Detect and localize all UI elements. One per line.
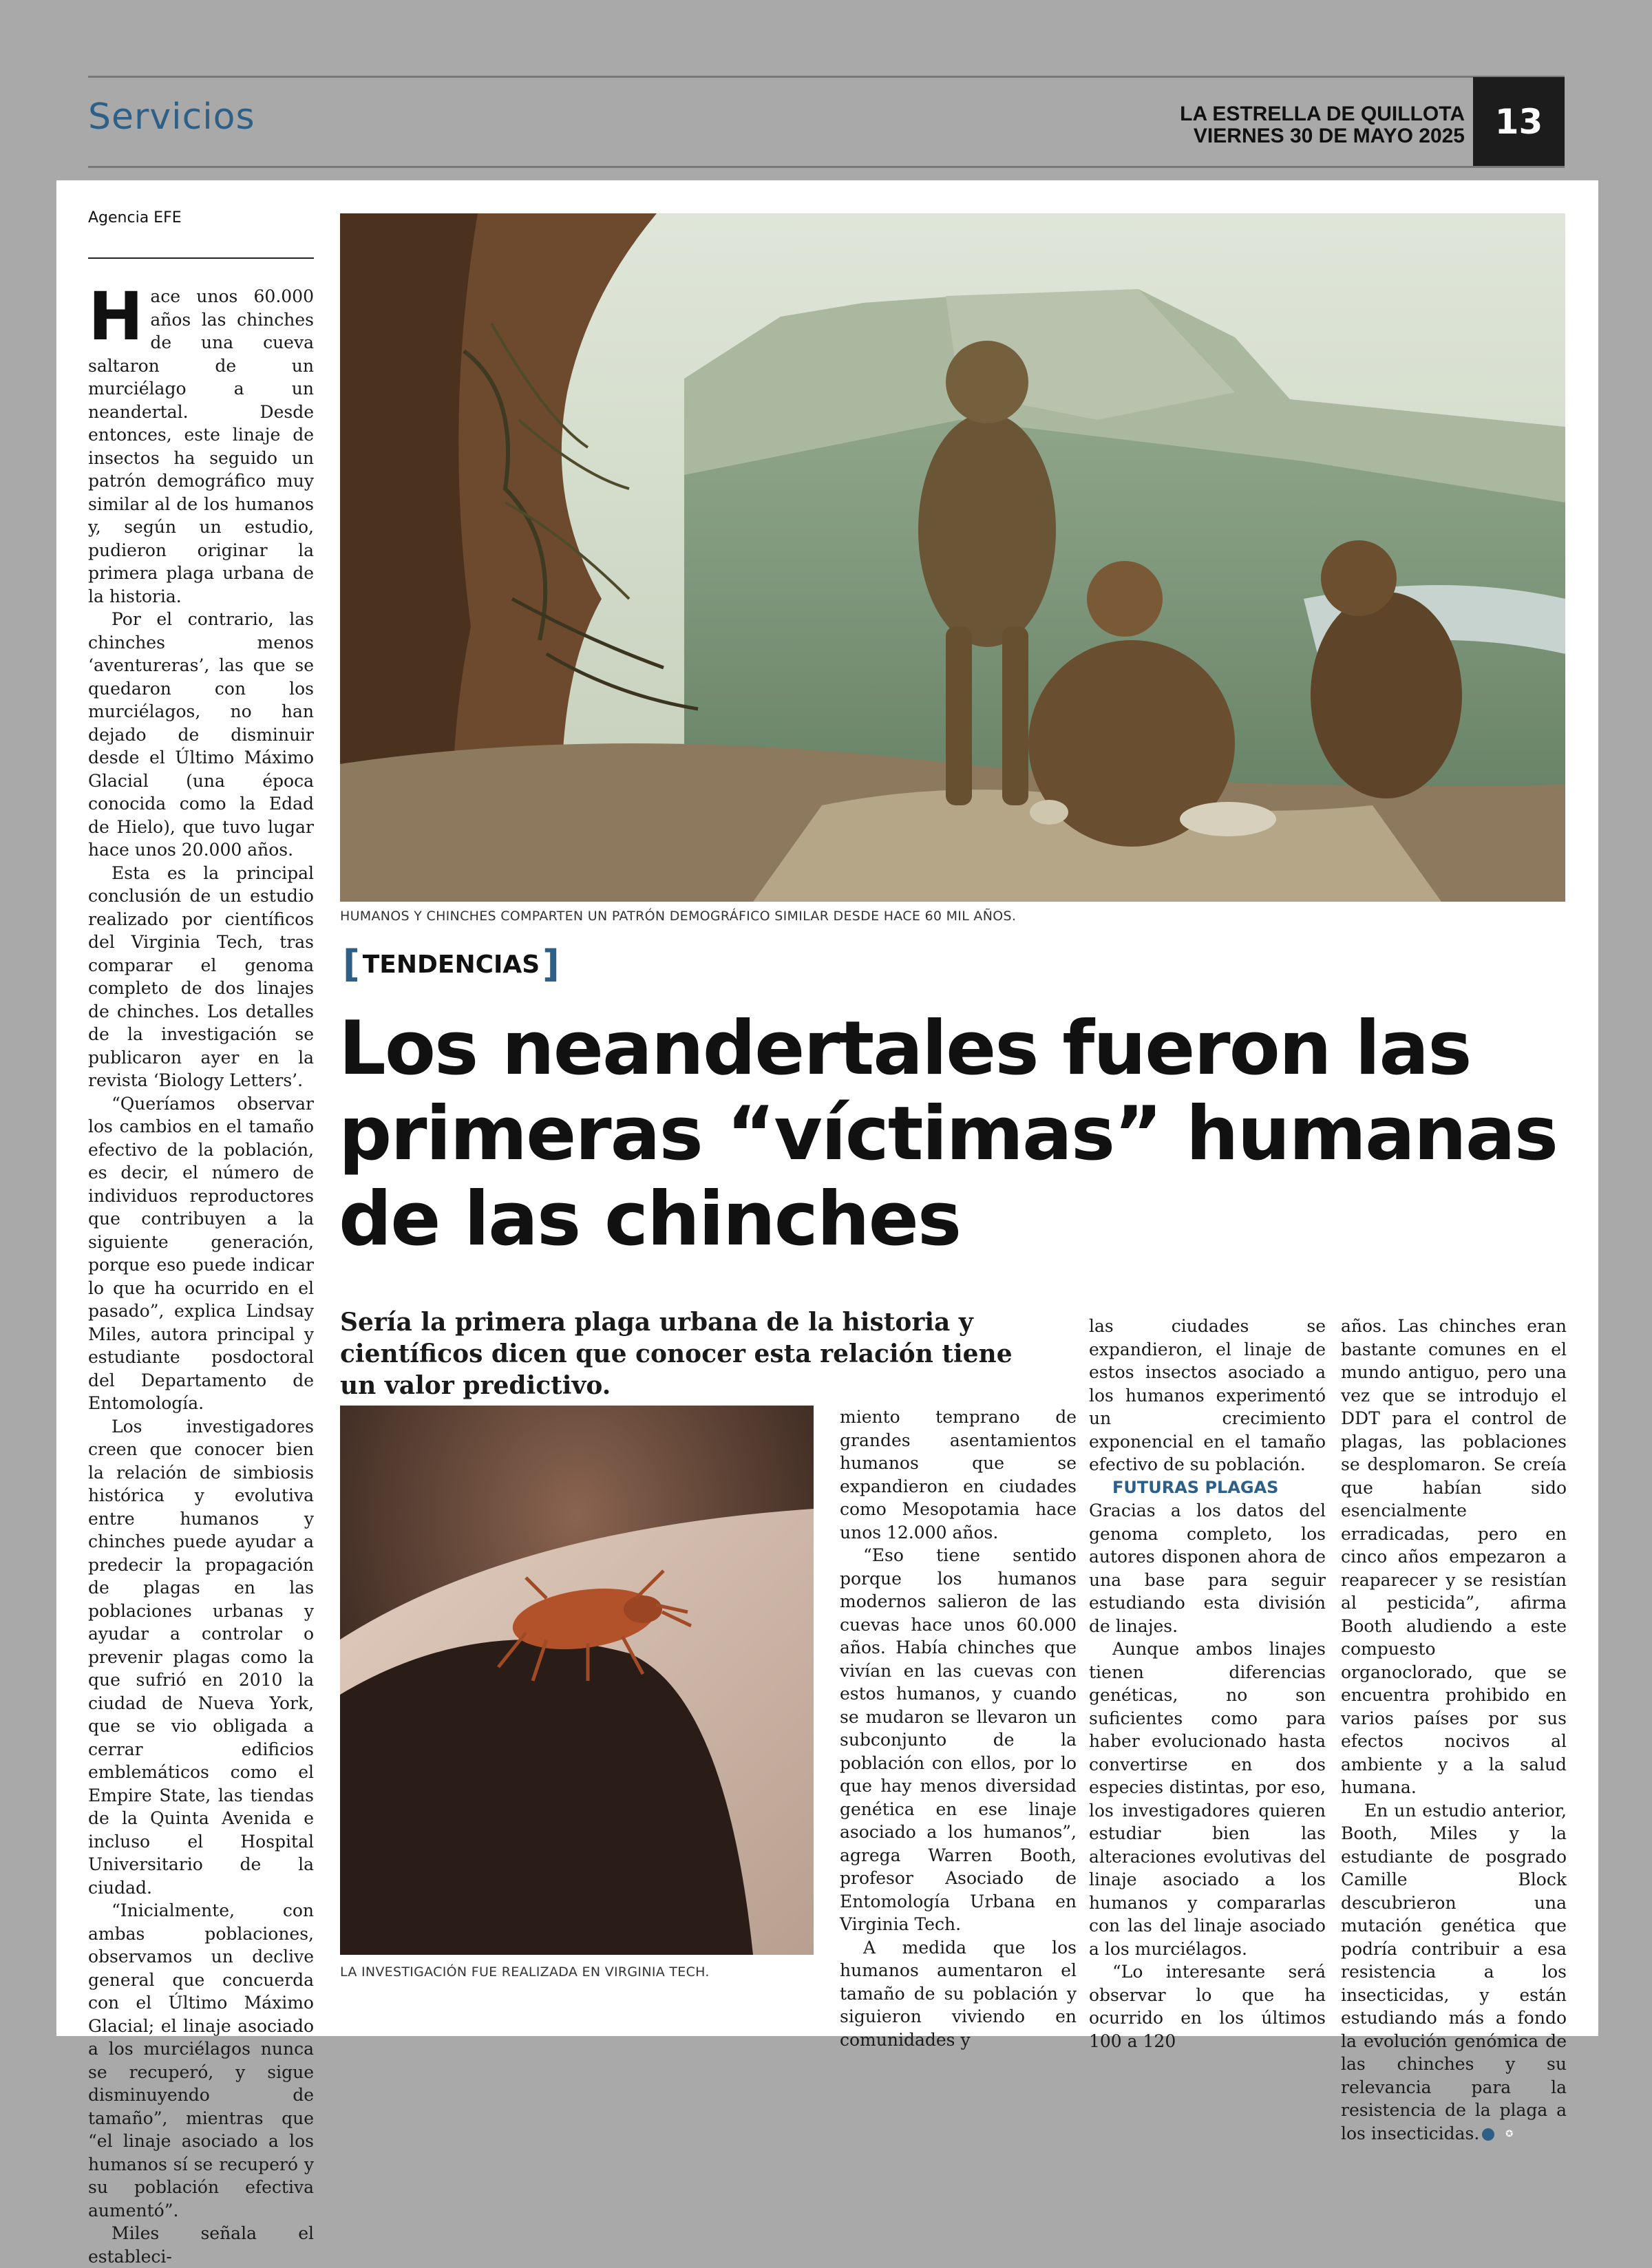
header-rule-top <box>88 76 1565 78</box>
bug-photo-caption: LA INVESTIGACIÓN FUE REALIZADA EN VIRGINIA TECH. <box>340 1964 710 1980</box>
section-title: Servicios <box>88 96 255 138</box>
paragraph: “Eso tiene sentido porque los humanos modernos salieron de las cuevas hace unos 60.000 años. Había chinches que vivían en las cuevas con estos humanos, y cuando se mudaron se llevaron un subconjunto de la población con ellos, por lo que hay menos diversidad genética en ese linaje asociado a los humanos”, agrega Warren Booth, profesor Asociado de Entomología Urbana en Virginia Tech. <box>840 1545 1077 1934</box>
paragraph: Miles señala el estableci- <box>88 2223 314 2267</box>
header-rule-bottom <box>88 166 1565 168</box>
article-column-3 <box>1089 1315 1326 2053</box>
neanderthal-diorama-photo <box>340 213 1565 902</box>
paragraph: Hace unos 60.000 años las chinches de una cueva saltaron de un murciélago a un neandertal. Desde entonces, este linaje de insectos ha seguido un patrón demográfico muy similar al de los humanos y, según un estudio, pudieron originar la primera plaga urbana de la historia. <box>88 278 314 606</box>
paragraph: Los investigadores creen que conocer bien la relación de simbiosis histórica y evolutiva entre humanos y chinches puede ayudar a predecir la propagación de plagas en las poblaciones urbanas y ayudar a controlar o prevenir plagas como la que sufrió en 2010 la ciudad de Nueva York, que se vio obligada a cerrar edificios emblemáticos como el Empire State, las tiendas de la Quinta Avenida e incluso el Hospital Universitario de la ciudad. <box>88 1416 314 1898</box>
subhead: FUTURAS PLAGAS <box>1112 1477 1279 1497</box>
paragraph: Por el contrario, las chinches menos ‘aventureras’, las que se quedaron con los murciélagos, no han dejado de disminuir desde el Último Máximo Glacial (una época conocida como la Edad de Hielo), que tuvo lugar hace unos 20.000 años. <box>88 609 314 860</box>
paragraph: Esta es la principal conclusión de un estudio realizado por científicos del Virginia Tech, tras comparar el genoma completo de dos linajes de chinches. Los detalles de la investigación se publicaron ayer en la revista ‘Biology Letters’. <box>88 862 314 1090</box>
issue-date: VIERNES 30 DE MAYO 2025 <box>1193 125 1465 147</box>
byline-rule <box>88 257 314 259</box>
masthead <box>1180 103 1465 147</box>
kicker-bracket-open: [ <box>343 942 360 986</box>
paragraph: En un estudio anterior, Booth, Miles y la estudiante de posgrado Camille Block descubrieron una mutación genética que podría contribuir a esa resistencia a los insecticidas, y están estudiando más a fondo la evolución genómica de las chinches y su relevancia para la resistencia de la plaga a los insecticidas. ✪ <box>1341 1800 1567 2143</box>
bed-bug-photo <box>340 1406 814 1955</box>
byline: Agencia EFE <box>88 209 182 226</box>
kicker-bracket-close: ] <box>542 942 560 986</box>
paragraph: A medida que los humanos aumentaron el tamaño de su población y siguieron viviendo en comunidades y <box>840 1937 1077 2050</box>
paragraph: “Lo interesante será observar lo que ha ocurrido en los últimos 100 a 120 <box>1089 1962 1326 2051</box>
paragraph: “Queríamos observar los cambios en el tamaño efectivo de la población, es decir, el número de individuos reproductores que contribuyen a la siguiente generación, porque eso puede indicar lo que ha ocurrido en el pasado”, explica Lindsay Miles, autora principal y estudiante posdoctoral del Departamento de Entomología. <box>88 1093 314 1413</box>
paragraph: las ciudades se expandieron, el linaje de estos insectos asociado a los humanos experimentó un crecimiento exponencial en el tamaño efectivo de su población. <box>1089 1316 1326 1474</box>
paragraph: años. Las chinches eran bastante comunes en el mundo antiguo, pero una vez que se introdujo el DDT para el control de plagas, las poblaciones se desplomaron. Se creía que habían sido esencialmente erradicadas, pero en cinco años empezaron a reaparecer y se resistían al pesticida”, afirma Booth aludiendo a este compuesto organoclorado, que se encuentra prohibido en varios países por sus efectos nocivos al ambiente y a la salud humana. <box>1341 1316 1567 1797</box>
newspaper-page <box>56 180 1598 2267</box>
deck: Sería la primera plaga urbana de la historia y científicos dicen que conocer esta relación tiene un valor predictivo. <box>340 1308 1013 1400</box>
article-column-2 <box>840 1406 1077 2051</box>
section-kicker <box>340 942 562 986</box>
drop-cap: H <box>88 278 144 355</box>
paragraph: Aunque ambos linajes tienen diferencias genéticas, no son suficientes como para haber evolucionado hasta convertirse en dos especies distintas, por eso, los investigadores quieren estudiar bien las alteraciones evolutivas del linaje asociado a los humanos y compararlas con las del linaje asociado a los murciélagos. <box>1089 1639 1326 1959</box>
article-column-4 <box>1341 1315 1567 2145</box>
page-number: 13 <box>1473 77 1565 167</box>
main-photo-caption: HUMANOS Y CHINCHES COMPARTEN UN PATRÓN DEMOGRÁFICO SIMILAR DESDE HACE 60 MIL AÑOS. <box>340 909 1017 924</box>
article-column-1 <box>88 278 314 2268</box>
kicker-label: TENDENCIAS <box>362 950 540 979</box>
paragraph: Gracias a los datos del genoma completo, los autores disponen ahora de una base para seguir estudiando esta división de linajes. <box>1089 1501 1326 1636</box>
paragraph: miento temprano de grandes asentamientos humanos que se expandieron en ciudades como Mesopotamia hace unos 12.000 años. <box>840 1407 1077 1543</box>
paragraph: “Inicialmente, con ambas poblaciones, observamos un declive general que concuerda con el Último Máximo Glacial; el linaje asociado a los murciélagos nunca se recuperó, y sigue disminuyendo de tamaño”, mientras que “el linaje asociado a los humanos sí se recuperó y su población efectiva aumentó”. <box>88 1900 314 2221</box>
headline: Los neandertales fueron las primeras “víctimas” humanas de las chinches <box>339 1006 1557 1262</box>
end-of-article-icon: ✪ <box>1482 2128 1494 2141</box>
newspaper-name: LA ESTRELLA DE QUILLOTA <box>1180 103 1465 125</box>
